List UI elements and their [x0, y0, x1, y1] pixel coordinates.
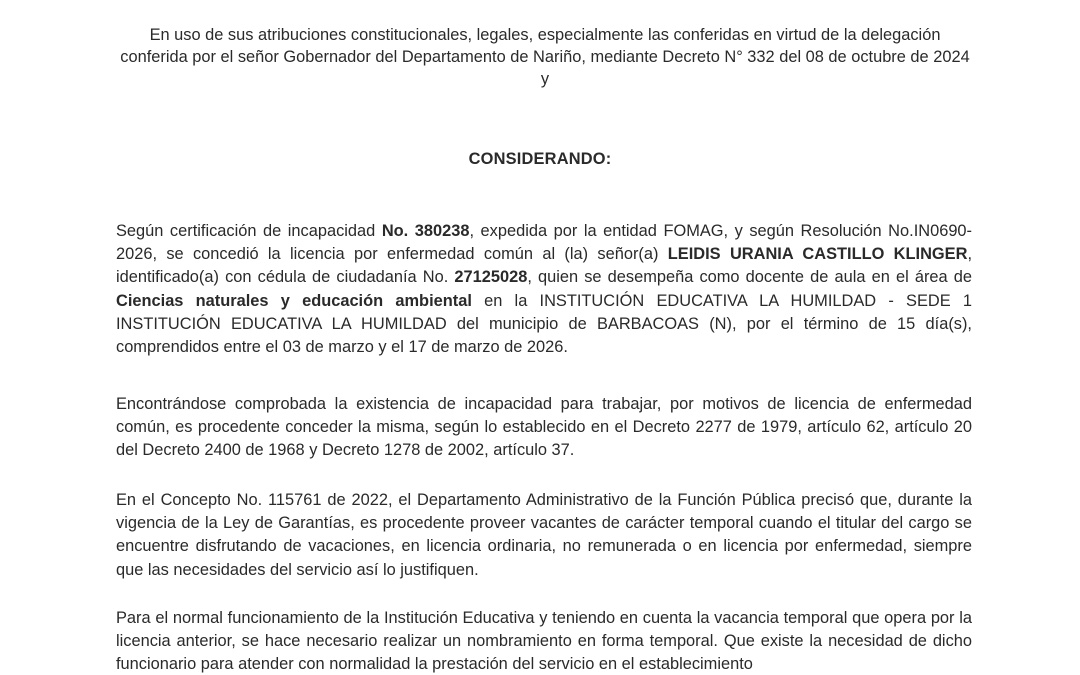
considerando-heading: CONSIDERANDO:	[468, 150, 612, 168]
id-number: 27125028	[454, 268, 528, 287]
paragraph-temporary-appointment: Para el normal funcionamiento de la Institución Educativa y teniendo en cuenta la vacancia temporal que opera por la licencia anterior, se hace necesario realizar un nombramiento en forma temporal. Que existe la necesidad de dicho funcionario para atender con normalidad la prestación del servicio en el establecimiento	[116, 609, 972, 674]
paragraph-license-certification	[116, 220, 972, 359]
paragraph-legal-basis: Encontrándose comprobada la existencia de incapacidad para trabajar, por motivos de licencia de enfermedad común, es procedente conceder la misma, según lo establecido en el Decreto 2277 de 1979, artículo 62, artículo 20 del Decreto 2400 de 1968 y Decreto 1278 de 2002, artículo 37.	[116, 395, 972, 460]
certification-number: No. 380238	[381, 222, 470, 240]
p1-text-2: , expedida por la entidad FOMAG, y según Resolución No.IN0690-2026, se concedió la licencia por enfermedad común al (la) señor(a)	[116, 222, 973, 264]
employee-name: LEIDIS URANIA CASTILLO KLINGER	[667, 245, 968, 264]
p1-text-5: en la INSTITUCIÓN EDUCATIVA LA HUMILDAD - SEDE 1 INSTITUCIÓN EDUCATIVA LA HUMILDAD del municipio de BARBACOAS (N), por el término de 15 día(s), comprendidos entre el 03 de marzo y el 17 de marzo de 2026.	[116, 291, 972, 357]
paragraph-concept: En el Concepto No. 115761 de 2022, el Departamento Administrativo de la Función Pública precisó que, durante la vigencia de la Ley de Garantías, es procedente proveer vacantes de carácter temporal cuando el titular del cargo se encuentre disfrutando de vacaciones, en licencia ordinaria, no remunerada o en licencia por enfermedad, siempre que las necesidades del servicio así lo justifiquen.	[116, 491, 972, 579]
p1-text-4: , quien se desempeña como docente de aula en el área de	[527, 268, 972, 287]
preamble-text: En uso de sus atribuciones constitucionales, legales, especialmente las conferidas en virtud de la delegación conferida por el señor Gobernador del Departamento de Nariño, mediante Decreto N° 332 del 08 de octubre de 2024 y	[120, 26, 970, 88]
p1-text-3: , identificado(a) con cédula de ciudadanía No.	[116, 245, 972, 287]
subject-area: Ciencias naturales y educación ambiental	[116, 291, 472, 310]
p1-text-1: Según certificación de incapacidad	[116, 222, 382, 240]
